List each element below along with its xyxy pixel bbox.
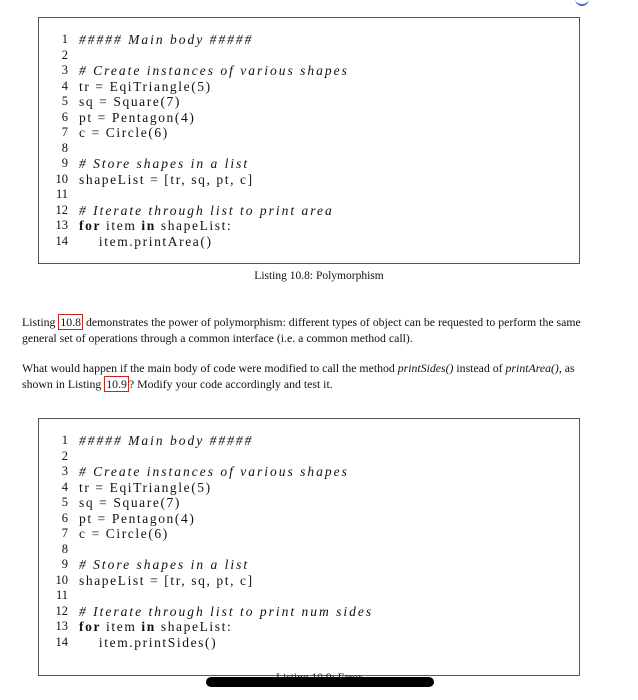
code-comment: ##### Main body #####: [79, 32, 254, 47]
code-comment: # Iterate through list to print area: [79, 202, 334, 218]
code-line: [49, 94, 349, 110]
code-line: [49, 125, 349, 141]
line-number: 6: [61, 109, 68, 124]
code-line: [49, 495, 373, 511]
line-number: 1: [61, 433, 68, 447]
code-lines: [49, 433, 373, 650]
line-number: 11: [55, 588, 68, 602]
code-line: [49, 511, 373, 527]
paragraph-text: instead of: [453, 361, 506, 375]
home-indicator-bar[interactable]: [206, 677, 434, 687]
line-number: 4: [61, 78, 68, 93]
code-text: pt = Pentagon(4): [79, 109, 196, 125]
paragraph-text: demonstrates the power of polymorphism: different types of object can be requested to perform the same general set of operations through a common interface (i.e. a common method call).: [22, 315, 581, 345]
line-number: 14: [55, 634, 68, 649]
listing-caption-10-8: Listing 10.8: Polymorphism: [254, 270, 384, 282]
code-text: tr = EqiTriangle(5): [79, 479, 212, 495]
code-text: shapeList = [tr, sq, pt, c]: [79, 572, 254, 588]
code-text: c = Circle(6): [79, 526, 169, 541]
paragraph-text: ? Modify your code accordingly and test it.: [128, 376, 333, 391]
line-number: 3: [61, 464, 68, 478]
line-number: 2: [61, 448, 68, 463]
code-line: [49, 449, 373, 465]
code-text: [79, 619, 232, 635]
paragraph-text: What would happen if the main body of code were modified to call the method: [22, 361, 398, 375]
code-line: [49, 79, 349, 95]
code-comment: # Create instances of various shapes: [79, 464, 349, 479]
method-name: printArea(): [505, 361, 559, 375]
code-line: [49, 635, 373, 651]
code-line: [49, 619, 373, 635]
code-line: [49, 573, 373, 589]
code-line: [49, 604, 373, 620]
code-text: item.printSides(): [79, 634, 218, 650]
line-number: 7: [61, 125, 68, 139]
code-line: [49, 480, 373, 496]
top-edge-mark: [575, 0, 589, 6]
code-line: [49, 557, 373, 573]
code-lines: [49, 32, 349, 249]
code-line: [49, 63, 349, 79]
line-number: 7: [61, 526, 68, 540]
line-number: 3: [61, 63, 68, 77]
code-line: [49, 433, 373, 449]
paragraph-text: Listing: [22, 315, 59, 329]
code-line: [49, 32, 349, 48]
code-listing-10-8: [38, 17, 580, 264]
code-text: item.printArea(): [79, 233, 213, 249]
line-number: 12: [55, 603, 68, 618]
code-token: shapeList:: [155, 218, 233, 233]
code-line: [49, 218, 349, 234]
code-listing-10-9: [38, 418, 580, 676]
line-number: 10: [55, 572, 68, 587]
line-number: 6: [61, 510, 68, 525]
line-number: 13: [55, 619, 68, 633]
code-text: shapeList = [tr, sq, pt, c]: [79, 171, 254, 187]
line-number: 14: [55, 233, 68, 248]
keyword-for: for: [79, 218, 102, 233]
listing-ref-link[interactable]: 10.9: [106, 376, 127, 391]
line-number: 5: [61, 94, 68, 108]
code-line: [49, 48, 349, 64]
keyword-in: in: [141, 218, 156, 233]
line-number: 2: [61, 47, 68, 62]
code-token: shapeList:: [155, 619, 233, 634]
line-number: 5: [61, 495, 68, 509]
code-token: item: [101, 619, 142, 634]
code-comment: ##### Main body #####: [79, 433, 254, 448]
code-line: [49, 234, 349, 250]
code-comment: # Iterate through list to print num sides: [79, 603, 374, 619]
code-token: item: [101, 218, 142, 233]
keyword-in: in: [141, 619, 156, 634]
line-number: 11: [55, 187, 68, 201]
listing-ref-link[interactable]: 10.8: [60, 315, 82, 329]
line-number: 12: [55, 202, 68, 217]
code-comment: # Create instances of various shapes: [79, 63, 349, 78]
code-line: [49, 187, 349, 203]
keyword-for: for: [79, 619, 102, 634]
line-number: 8: [61, 140, 68, 155]
code-text: [79, 218, 232, 234]
paragraph-text: , as shown in Listing: [22, 361, 575, 391]
code-line: [49, 464, 373, 480]
method-name: printSides(): [397, 361, 454, 375]
code-line: [49, 156, 349, 172]
code-text: tr = EqiTriangle(5): [79, 78, 212, 94]
line-number: 1: [61, 32, 68, 46]
line-number: 4: [61, 479, 68, 494]
line-number: 9: [61, 156, 68, 170]
code-text: sq = Square(7): [79, 94, 181, 109]
code-line: [49, 110, 349, 126]
line-number: 10: [55, 171, 68, 186]
line-number: 13: [55, 218, 68, 232]
code-line: [49, 172, 349, 188]
code-line: [49, 203, 349, 219]
code-text: pt = Pentagon(4): [79, 510, 196, 526]
code-line: [49, 141, 349, 157]
code-text: sq = Square(7): [79, 495, 181, 510]
paragraph-exercise: [22, 361, 582, 392]
line-number: 8: [61, 541, 68, 556]
code-line: [49, 542, 373, 558]
code-text: c = Circle(6): [79, 125, 169, 140]
paragraph-polymorphism: [22, 315, 582, 346]
code-line: [49, 526, 373, 542]
line-number: 9: [61, 557, 68, 571]
code-comment: # Store shapes in a list: [79, 557, 250, 572]
code-comment: # Store shapes in a list: [79, 156, 250, 171]
code-line: [49, 588, 373, 604]
